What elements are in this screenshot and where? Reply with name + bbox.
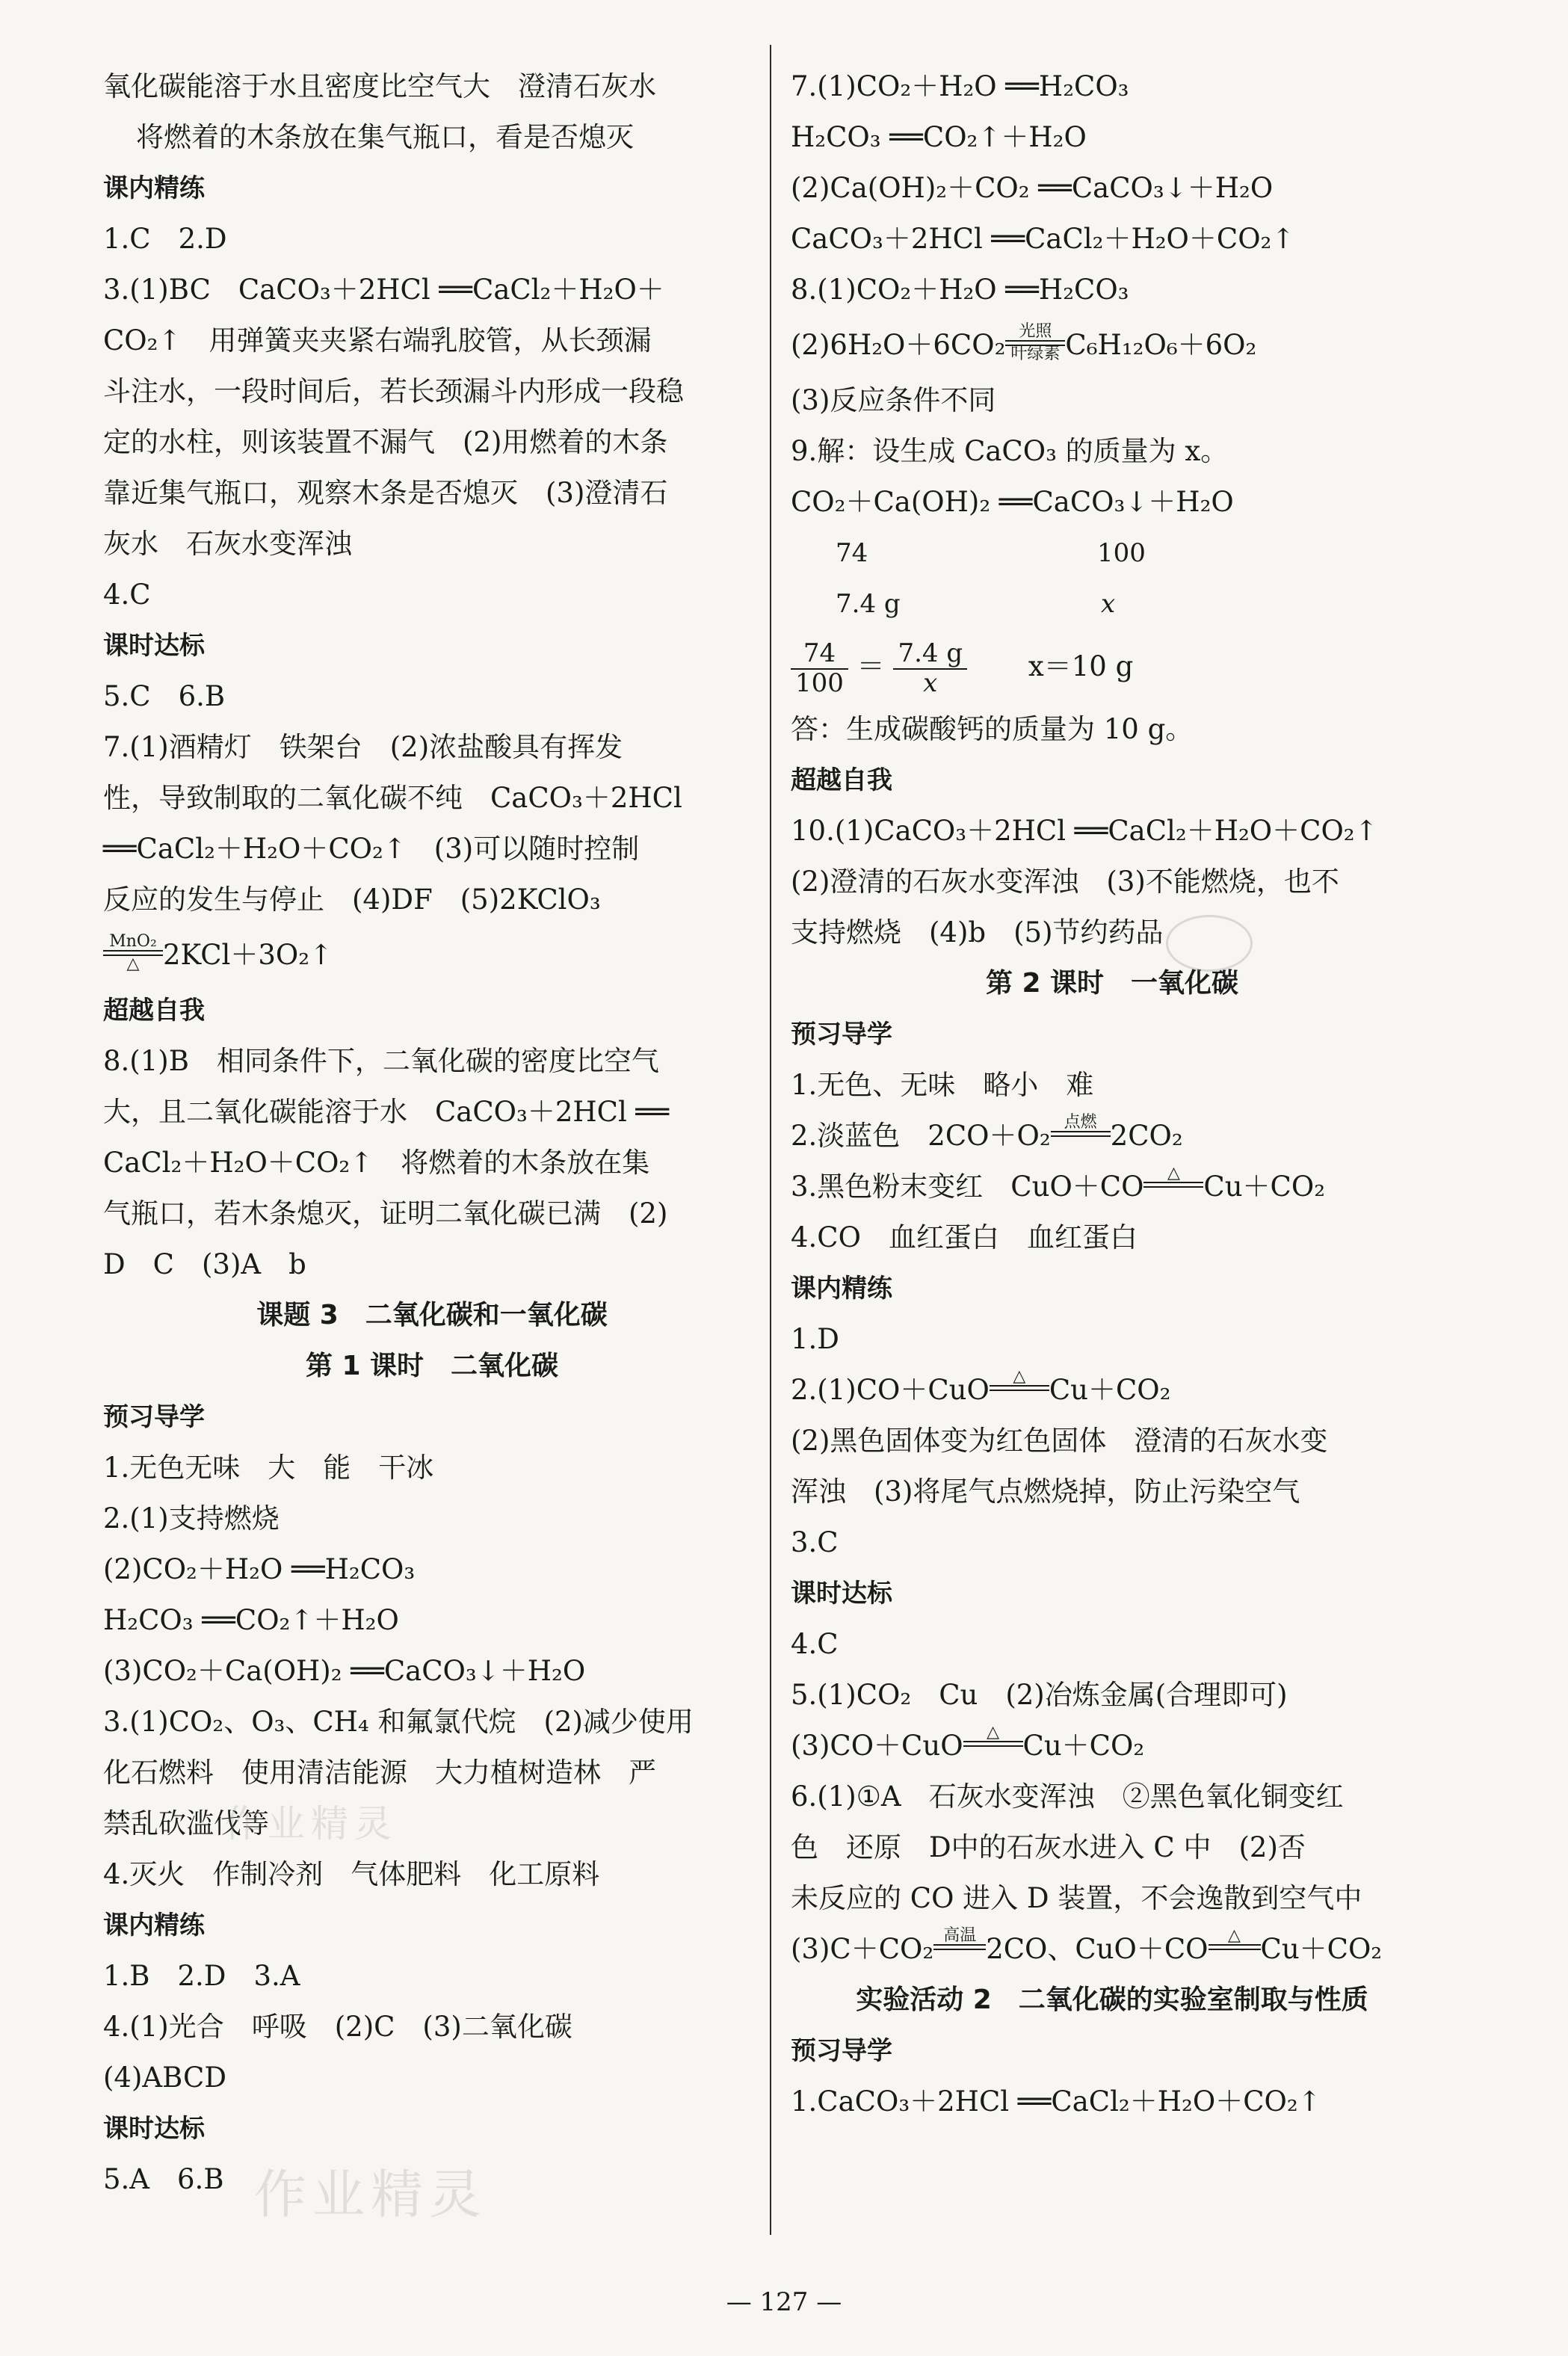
section-heading: 预习导学 <box>791 1020 892 1049</box>
section-heading: 课时达标 <box>791 1579 892 1609</box>
reaction-condition: △ <box>990 1369 1049 1407</box>
left-column <box>103 61 761 2205</box>
reaction-condition: 光照 叶绿素 <box>1005 324 1065 363</box>
section-heading: 超越自我 <box>791 765 892 795</box>
reaction-condition: 高温 <box>933 1928 986 1967</box>
answer-line: 1.B 2.D 3.A <box>103 1960 300 1992</box>
answer-line: ══CaCl₂＋H₂O＋CO₂↑ (3)可以随时控制 <box>103 833 640 865</box>
answer-line: H₂CO₃ ══CO₂↑＋H₂O <box>791 121 1087 153</box>
section-heading: 预习导学 <box>103 1402 205 1432</box>
watermark: 作业精灵 <box>254 2164 487 2225</box>
answer-line: 反应的发生与停止 (4)DF (5)2KClO₃ <box>103 884 601 916</box>
answer-line: 灰水 石灰水变浑浊 <box>103 528 352 560</box>
calc-line: 74 100 <box>836 538 1146 568</box>
lesson-title: 课题 3 二氧化碳和一氧化碳 <box>256 1300 608 1330</box>
fraction: $\frac{7.4 g}{x}$ <box>893 640 967 697</box>
answer-line: 4.CO 血红蛋白 血红蛋白 <box>791 1221 1138 1253</box>
calc-line: 7.4 g x <box>836 589 1116 619</box>
answer-line: 6.(1)①A 石灰水变浑浊 ②黑色氧化铜变红 <box>791 1780 1344 1813</box>
section-heading: 课时达标 <box>103 631 205 661</box>
column-divider <box>770 45 771 2235</box>
answer-line: 斗注水，一段时间后，若长颈漏斗内形成一段稳 <box>103 375 684 407</box>
answer-line: 定的水柱，则该装置不漏气 (2)用燃着的木条 <box>103 426 668 458</box>
answer-line: 8.(1)B 相同条件下，二氧化碳的密度比空气 <box>103 1045 659 1077</box>
reaction-condition: △ <box>1143 1165 1203 1204</box>
answer-line: 5.(1)CO₂ Cu (2)冶炼金属(合理即可) <box>791 1679 1288 1711</box>
equation-line: (3)C＋CO₂ 高温 2CO、CuO＋CO △ Cu＋CO₂ <box>791 1925 1383 1965</box>
answer-line: 9.解：设生成 CaCO₃ 的质量为 x。 <box>791 435 1229 467</box>
answer-line: 支持燃烧 (4)b (5)节约药品 <box>791 916 1164 949</box>
answer-line: 3.C <box>791 1526 839 1558</box>
section-heading: 课时达标 <box>103 2114 205 2144</box>
page-number: — 127 — <box>726 2287 842 2317</box>
answer-line: 4.C <box>791 1628 839 1660</box>
answer-line: 10.(1)CaCO₃＋2HCl ══CaCl₂＋H₂O＋CO₂↑ <box>791 815 1378 847</box>
section-heading: 课内精练 <box>103 173 205 203</box>
equation-line: (3)CO＋CuO △ Cu＋CO₂ <box>791 1722 1145 1762</box>
answer-line: 化石燃料 使用清洁能源 大力植树造林 严 <box>103 1757 656 1789</box>
answer-line: 未反应的 CO 进入 D 装置，不会逸散到空气中 <box>791 1882 1362 1914</box>
section-heading: 课内精练 <box>103 1911 205 1940</box>
fraction: $\frac{74}{100}$ <box>791 640 848 697</box>
answer-line: 答：生成碳酸钙的质量为 10 g。 <box>791 713 1194 745</box>
answer-line: (2)黑色固体变为红色固体 澄清的石灰水变 <box>791 1425 1328 1457</box>
answer-line: (2)澄清的石灰水变浑浊 (3)不能燃烧，也不 <box>791 866 1339 898</box>
answer-line: (3)CO₂＋Ca(OH)₂ ══CaCO₃↓＋H₂O <box>103 1655 586 1687</box>
equation-line: 2.淡蓝色 2CO＋O₂ 点燃 2CO₂ <box>791 1112 1183 1152</box>
answer-line: CaCl₂＋H₂O＋CO₂↑ 将燃着的木条放在集 <box>103 1147 650 1179</box>
answer-line: 7.(1)CO₂＋H₂O ══H₂CO₃ <box>791 70 1129 102</box>
answer-line: 浑浊 (3)将尾气点燃烧掉，防止污染空气 <box>791 1475 1300 1508</box>
reaction-condition: △ <box>963 1724 1023 1763</box>
answer-line: 2.(1)支持燃烧 <box>103 1502 280 1535</box>
answer-line: 1.CaCO₃＋2HCl ══CaCl₂＋H₂O＋CO₂↑ <box>791 2085 1321 2118</box>
answer-line: 7.(1)酒精灯 铁架台 (2)浓盐酸具有挥发 <box>103 731 623 763</box>
answer-line: (2)Ca(OH)₂＋CO₂ ══CaCO₃↓＋H₂O <box>791 172 1274 204</box>
right-column <box>791 61 1433 2127</box>
equation-line: 3.黑色粉末变红 CuO＋CO △ Cu＋CO₂ <box>791 1163 1326 1203</box>
answer-line: 大，且二氧化碳能溶于水 CaCO₃＋2HCl ══ <box>103 1096 670 1128</box>
answer-line: (2)CO₂＋H₂O ══H₂CO₃ <box>103 1553 416 1585</box>
answer-line: CO₂↑ 用弹簧夹夹紧右端乳胶管，从长颈漏 <box>103 324 652 357</box>
equation-line: 2.(1)CO＋CuO △ Cu＋CO₂ <box>791 1366 1171 1406</box>
lesson-subtitle: 第 1 课时 二氧化碳 <box>305 1351 559 1381</box>
answer-line: 靠近集气瓶口，观察木条是否熄灭 (3)澄清石 <box>103 477 668 509</box>
lesson-subtitle: 实验活动 2 二氧化碳的实验室制取与性质 <box>856 1985 1368 2015</box>
answer-line: 1.无色、无味 略小 难 <box>791 1069 1094 1101</box>
fraction-line: $\frac{74}{100}$ ＝ $\frac{7.4 g}{x}$ x＝10 g <box>791 629 1433 704</box>
section-heading: 预习导学 <box>791 2036 892 2066</box>
answer-line: 性，导致制取的二氧化碳不纯 CaCO₃＋2HCl <box>103 782 682 814</box>
reaction-condition: MnO₂ △ <box>103 934 163 972</box>
answer-line: 色 还原 D中的石灰水进入 C 中 (2)否 <box>791 1831 1306 1863</box>
reaction-condition: 点燃 <box>1051 1114 1111 1153</box>
equation-line: MnO₂ △ 2KCl＋3O₂↑ <box>103 925 761 985</box>
text-line: 将燃着的木条放在集气瓶口，看是否熄灭 <box>136 121 634 153</box>
section-heading: 超越自我 <box>103 996 205 1026</box>
answer-line: H₂CO₃ ══CO₂↑＋H₂O <box>103 1604 399 1636</box>
answer-line: D C (3)A b <box>103 1248 306 1280</box>
answer-line: 1.无色无味 大 能 干冰 <box>103 1452 434 1484</box>
lesson-subtitle: 第 2 课时 一氧化碳 <box>985 968 1239 999</box>
section-heading: 课内精练 <box>791 1274 892 1304</box>
stamp-mark <box>1166 915 1253 972</box>
answer-line: (4)ABCD <box>103 2062 226 2094</box>
answer-line: (3)反应条件不同 <box>791 384 996 416</box>
answer-line: 1.D <box>791 1323 839 1355</box>
answer-line: 禁乱砍滥伐等 <box>103 1807 269 1840</box>
reaction-condition: △ <box>1209 1928 1261 1967</box>
answer-line: CO₂＋Ca(OH)₂ ══CaCO₃↓＋H₂O <box>791 486 1234 518</box>
answer-line: 5.A 6.B <box>103 2163 224 2195</box>
watermark: 作业精灵 <box>224 1802 398 1845</box>
text-line: 氧化碳能溶于水且密度比空气大 澄清石灰水 <box>103 70 656 102</box>
answer-line: 4.(1)光合 呼吸 (2)C (3)二氧化碳 <box>103 2011 572 2043</box>
answer-line: 3.(1)CO₂、O₃、CH₄ 和氟氯代烷 (2)减少使用 <box>103 1706 694 1738</box>
equation-line: (2)6H₂O＋6CO₂ 光照 叶绿素 C₆H₁₂O₆＋6O₂ <box>791 321 1257 363</box>
answer-line: 气瓶口，若木条熄灭，证明二氧化碳已满 (2) <box>103 1197 668 1230</box>
answer-line: 3.(1)BC CaCO₃＋2HCl ══CaCl₂＋H₂O＋ <box>103 274 664 306</box>
answer-line: 4.C <box>103 579 151 611</box>
answer-line: CaCO₃＋2HCl ══CaCl₂＋H₂O＋CO₂↑ <box>791 223 1295 255</box>
answer-line: 8.(1)CO₂＋H₂O ══H₂CO₃ <box>791 274 1129 306</box>
answer-line: 5.C 6.B <box>103 680 226 712</box>
answer-line: 4.灭火 作制冷剂 气体肥料 化工原料 <box>103 1858 600 1890</box>
answer-line: 1.C 2.D <box>103 223 227 255</box>
